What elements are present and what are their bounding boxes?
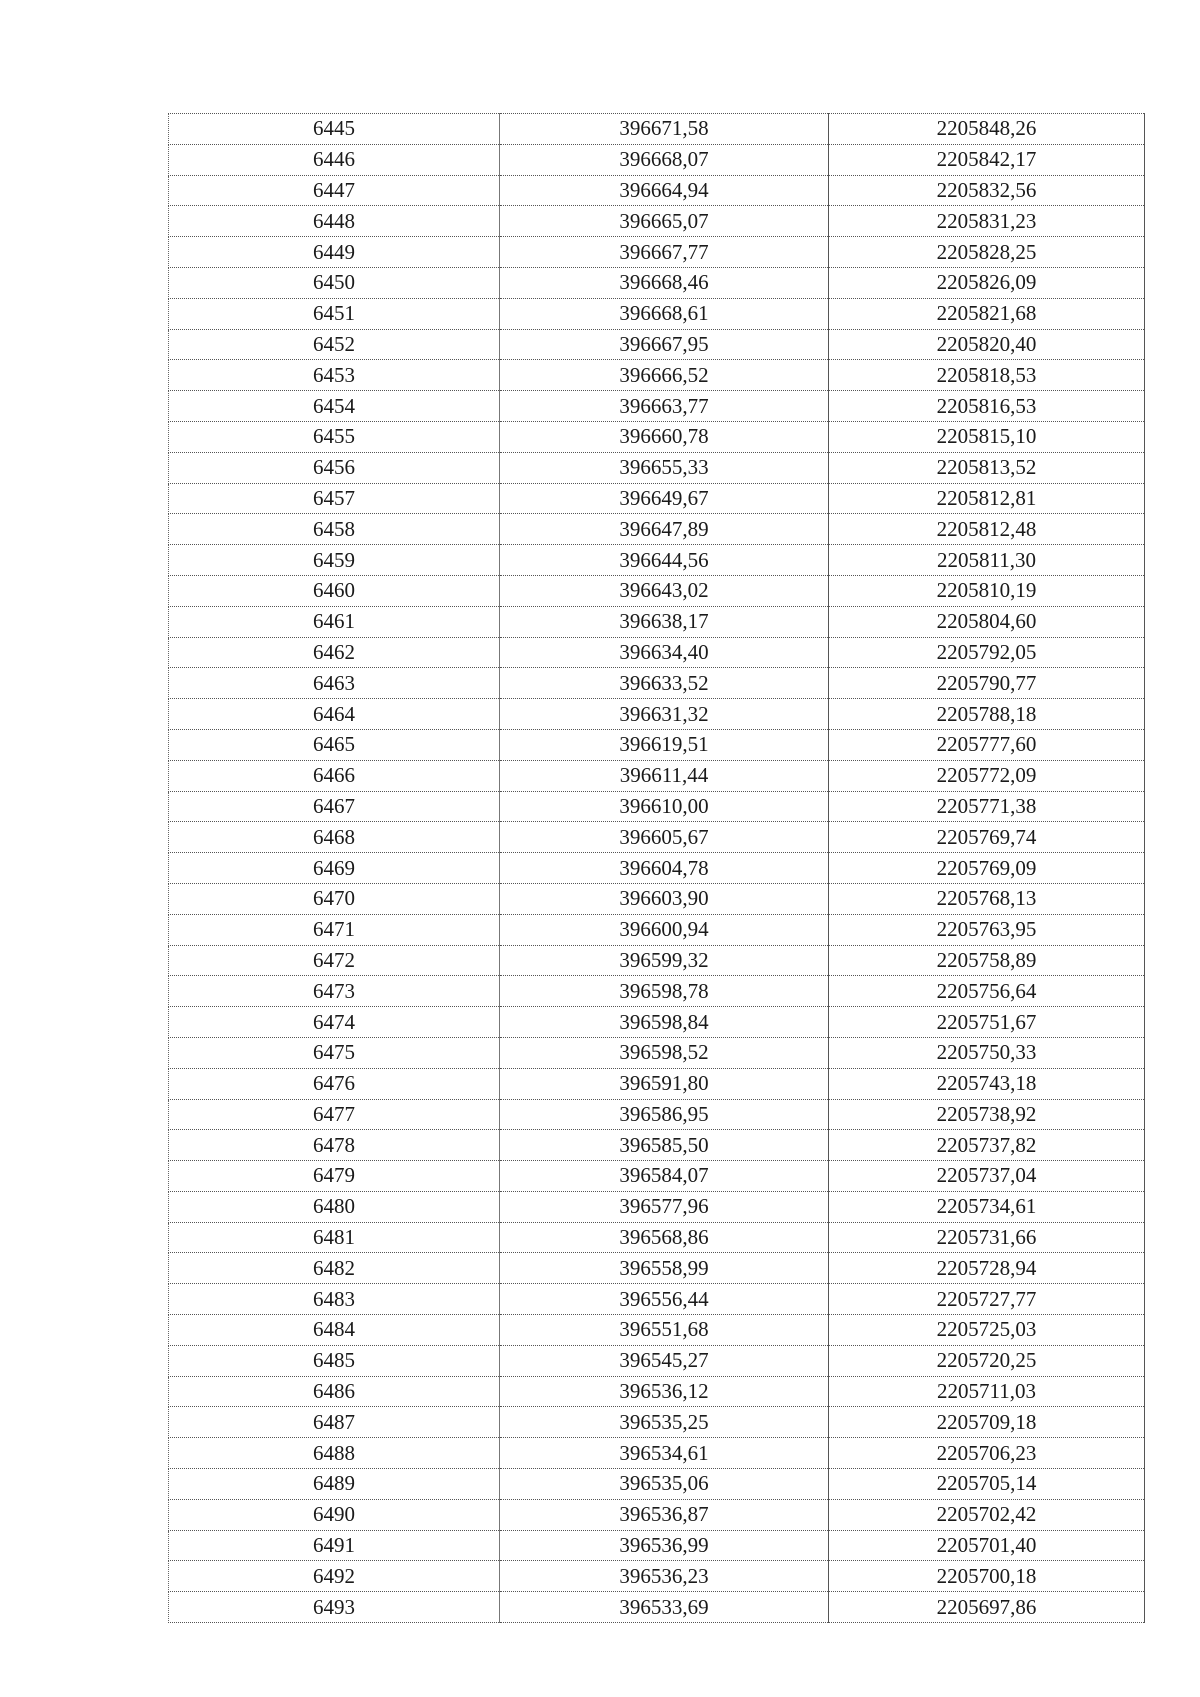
- x-coordinate-cell: 396551,68: [500, 1315, 829, 1346]
- table-row: [169, 298, 1145, 329]
- table-row: [169, 1037, 1145, 1068]
- point-number-cell: 6457: [169, 483, 500, 514]
- point-number-cell: 6469: [169, 853, 500, 884]
- y-coordinate-cell: 2205750,33: [829, 1037, 1145, 1068]
- x-coordinate-cell: 396598,84: [500, 1007, 829, 1038]
- table-row: [169, 914, 1145, 945]
- y-coordinate-cell: 2205743,18: [829, 1068, 1145, 1099]
- y-coordinate-cell: 2205702,42: [829, 1499, 1145, 1530]
- point-number-cell: 6456: [169, 452, 500, 483]
- x-coordinate-cell: 396634,40: [500, 637, 829, 668]
- point-number-cell: 6483: [169, 1284, 500, 1315]
- point-number-cell: 6471: [169, 914, 500, 945]
- point-number-cell: 6485: [169, 1345, 500, 1376]
- x-coordinate-cell: 396598,78: [500, 976, 829, 1007]
- y-coordinate-cell: 2205812,81: [829, 483, 1145, 514]
- y-coordinate-cell: 2205848,26: [829, 114, 1145, 145]
- y-coordinate-cell: 2205700,18: [829, 1561, 1145, 1592]
- x-coordinate-cell: 396568,86: [500, 1222, 829, 1253]
- point-number-cell: 6486: [169, 1376, 500, 1407]
- point-number-cell: 6493: [169, 1592, 500, 1623]
- point-number-cell: 6459: [169, 545, 500, 576]
- table-row: [169, 391, 1145, 422]
- y-coordinate-cell: 2205711,03: [829, 1376, 1145, 1407]
- point-number-cell: 6464: [169, 699, 500, 730]
- table-row: [169, 421, 1145, 452]
- y-coordinate-cell: 2205737,82: [829, 1130, 1145, 1161]
- y-coordinate-cell: 2205734,61: [829, 1191, 1145, 1222]
- table-row: [169, 1407, 1145, 1438]
- point-number-cell: 6468: [169, 822, 500, 853]
- table-row: [169, 483, 1145, 514]
- point-number-cell: 6481: [169, 1222, 500, 1253]
- point-number-cell: 6476: [169, 1068, 500, 1099]
- y-coordinate-cell: 2205720,25: [829, 1345, 1145, 1376]
- table-row: [169, 1530, 1145, 1561]
- table-row: [169, 114, 1145, 145]
- x-coordinate-cell: 396604,78: [500, 853, 829, 884]
- x-coordinate-cell: 396668,61: [500, 298, 829, 329]
- y-coordinate-cell: 2205756,64: [829, 976, 1145, 1007]
- y-coordinate-cell: 2205701,40: [829, 1530, 1145, 1561]
- table-row: [169, 452, 1145, 483]
- table-row: [169, 668, 1145, 699]
- x-coordinate-cell: 396556,44: [500, 1284, 829, 1315]
- y-coordinate-cell: 2205772,09: [829, 760, 1145, 791]
- x-coordinate-cell: 396536,23: [500, 1561, 829, 1592]
- point-number-cell: 6487: [169, 1407, 500, 1438]
- x-coordinate-cell: 396598,52: [500, 1037, 829, 1068]
- y-coordinate-cell: 2205813,52: [829, 452, 1145, 483]
- y-coordinate-cell: 2205777,60: [829, 729, 1145, 760]
- x-coordinate-cell: 396591,80: [500, 1068, 829, 1099]
- table-row: [169, 267, 1145, 298]
- x-coordinate-cell: 396644,56: [500, 545, 829, 576]
- point-number-cell: 6450: [169, 267, 500, 298]
- point-number-cell: 6445: [169, 114, 500, 145]
- table-row: [169, 1161, 1145, 1192]
- y-coordinate-cell: 2205828,25: [829, 237, 1145, 268]
- table-row: [169, 1130, 1145, 1161]
- table-row: [169, 760, 1145, 791]
- x-coordinate-cell: 396666,52: [500, 360, 829, 391]
- x-coordinate-cell: 396611,44: [500, 760, 829, 791]
- y-coordinate-cell: 2205705,14: [829, 1469, 1145, 1500]
- y-coordinate-cell: 2205842,17: [829, 144, 1145, 175]
- point-number-cell: 6474: [169, 1007, 500, 1038]
- y-coordinate-cell: 2205709,18: [829, 1407, 1145, 1438]
- table-row: [169, 237, 1145, 268]
- x-coordinate-cell: 396534,61: [500, 1438, 829, 1469]
- y-coordinate-cell: 2205792,05: [829, 637, 1145, 668]
- table-row: [169, 1469, 1145, 1500]
- y-coordinate-cell: 2205832,56: [829, 175, 1145, 206]
- x-coordinate-cell: 396667,77: [500, 237, 829, 268]
- point-number-cell: 6478: [169, 1130, 500, 1161]
- x-coordinate-cell: 396536,87: [500, 1499, 829, 1530]
- coordinates-table: [168, 113, 1145, 1623]
- point-number-cell: 6451: [169, 298, 500, 329]
- table-row: [169, 1376, 1145, 1407]
- x-coordinate-cell: 396668,07: [500, 144, 829, 175]
- table-row: [169, 883, 1145, 914]
- point-number-cell: 6480: [169, 1191, 500, 1222]
- x-coordinate-cell: 396663,77: [500, 391, 829, 422]
- y-coordinate-cell: 2205821,68: [829, 298, 1145, 329]
- y-coordinate-cell: 2205815,10: [829, 421, 1145, 452]
- y-coordinate-cell: 2205728,94: [829, 1253, 1145, 1284]
- table-row: [169, 1345, 1145, 1376]
- table-row: [169, 1592, 1145, 1623]
- table-row: [169, 144, 1145, 175]
- point-number-cell: 6458: [169, 514, 500, 545]
- y-coordinate-cell: 2205826,09: [829, 267, 1145, 298]
- point-number-cell: 6475: [169, 1037, 500, 1068]
- point-number-cell: 6446: [169, 144, 500, 175]
- x-coordinate-cell: 396631,32: [500, 699, 829, 730]
- x-coordinate-cell: 396584,07: [500, 1161, 829, 1192]
- table-row: [169, 822, 1145, 853]
- y-coordinate-cell: 2205820,40: [829, 329, 1145, 360]
- table-row: [169, 1068, 1145, 1099]
- y-coordinate-cell: 2205811,30: [829, 545, 1145, 576]
- point-number-cell: 6489: [169, 1469, 500, 1500]
- y-coordinate-cell: 2205737,04: [829, 1161, 1145, 1192]
- x-coordinate-cell: 396671,58: [500, 114, 829, 145]
- x-coordinate-cell: 396603,90: [500, 883, 829, 914]
- x-coordinate-cell: 396664,94: [500, 175, 829, 206]
- table-row: [169, 360, 1145, 391]
- x-coordinate-cell: 396610,00: [500, 791, 829, 822]
- x-coordinate-cell: 396649,67: [500, 483, 829, 514]
- x-coordinate-cell: 396535,25: [500, 1407, 829, 1438]
- table-row: [169, 976, 1145, 1007]
- x-coordinate-cell: 396655,33: [500, 452, 829, 483]
- table-row: [169, 1284, 1145, 1315]
- x-coordinate-cell: 396558,99: [500, 1253, 829, 1284]
- y-coordinate-cell: 2205727,77: [829, 1284, 1145, 1315]
- x-coordinate-cell: 396660,78: [500, 421, 829, 452]
- x-coordinate-cell: 396545,27: [500, 1345, 829, 1376]
- y-coordinate-cell: 2205769,74: [829, 822, 1145, 853]
- point-number-cell: 6470: [169, 883, 500, 914]
- x-coordinate-cell: 396533,69: [500, 1592, 829, 1623]
- x-coordinate-cell: 396599,32: [500, 945, 829, 976]
- y-coordinate-cell: 2205812,48: [829, 514, 1145, 545]
- point-number-cell: 6455: [169, 421, 500, 452]
- y-coordinate-cell: 2205758,89: [829, 945, 1145, 976]
- table-row: [169, 329, 1145, 360]
- point-number-cell: 6482: [169, 1253, 500, 1284]
- y-coordinate-cell: 2205768,13: [829, 883, 1145, 914]
- y-coordinate-cell: 2205788,18: [829, 699, 1145, 730]
- x-coordinate-cell: 396633,52: [500, 668, 829, 699]
- point-number-cell: 6462: [169, 637, 500, 668]
- point-number-cell: 6472: [169, 945, 500, 976]
- y-coordinate-cell: 2205790,77: [829, 668, 1145, 699]
- point-number-cell: 6448: [169, 206, 500, 237]
- y-coordinate-cell: 2205731,66: [829, 1222, 1145, 1253]
- point-number-cell: 6465: [169, 729, 500, 760]
- table-row: [169, 514, 1145, 545]
- point-number-cell: 6461: [169, 606, 500, 637]
- table-row: [169, 699, 1145, 730]
- x-coordinate-cell: 396585,50: [500, 1130, 829, 1161]
- y-coordinate-cell: 2205771,38: [829, 791, 1145, 822]
- point-number-cell: 6473: [169, 976, 500, 1007]
- x-coordinate-cell: 396577,96: [500, 1191, 829, 1222]
- table-body: [169, 114, 1145, 1623]
- x-coordinate-cell: 396619,51: [500, 729, 829, 760]
- x-coordinate-cell: 396600,94: [500, 914, 829, 945]
- table-row: [169, 545, 1145, 576]
- table-row: [169, 1253, 1145, 1284]
- y-coordinate-cell: 2205738,92: [829, 1099, 1145, 1130]
- table-row: [169, 175, 1145, 206]
- point-number-cell: 6460: [169, 575, 500, 606]
- x-coordinate-cell: 396643,02: [500, 575, 829, 606]
- point-number-cell: 6477: [169, 1099, 500, 1130]
- point-number-cell: 6449: [169, 237, 500, 268]
- x-coordinate-cell: 396665,07: [500, 206, 829, 237]
- point-number-cell: 6454: [169, 391, 500, 422]
- x-coordinate-cell: 396668,46: [500, 267, 829, 298]
- point-number-cell: 6467: [169, 791, 500, 822]
- table-row: [169, 1007, 1145, 1038]
- table-row: [169, 791, 1145, 822]
- point-number-cell: 6452: [169, 329, 500, 360]
- y-coordinate-cell: 2205804,60: [829, 606, 1145, 637]
- y-coordinate-cell: 2205769,09: [829, 853, 1145, 884]
- y-coordinate-cell: 2205706,23: [829, 1438, 1145, 1469]
- point-number-cell: 6453: [169, 360, 500, 391]
- y-coordinate-cell: 2205810,19: [829, 575, 1145, 606]
- point-number-cell: 6492: [169, 1561, 500, 1592]
- x-coordinate-cell: 396536,99: [500, 1530, 829, 1561]
- x-coordinate-cell: 396535,06: [500, 1469, 829, 1500]
- point-number-cell: 6466: [169, 760, 500, 791]
- table-row: [169, 729, 1145, 760]
- point-number-cell: 6488: [169, 1438, 500, 1469]
- point-number-cell: 6484: [169, 1315, 500, 1346]
- table-row: [169, 1438, 1145, 1469]
- table-row: [169, 606, 1145, 637]
- y-coordinate-cell: 2205816,53: [829, 391, 1145, 422]
- y-coordinate-cell: 2205751,67: [829, 1007, 1145, 1038]
- table-row: [169, 637, 1145, 668]
- x-coordinate-cell: 396536,12: [500, 1376, 829, 1407]
- table-row: [169, 1222, 1145, 1253]
- y-coordinate-cell: 2205818,53: [829, 360, 1145, 391]
- table-row: [169, 1561, 1145, 1592]
- y-coordinate-cell: 2205697,86: [829, 1592, 1145, 1623]
- table-row: [169, 1191, 1145, 1222]
- y-coordinate-cell: 2205725,03: [829, 1315, 1145, 1346]
- point-number-cell: 6463: [169, 668, 500, 699]
- table-row: [169, 1099, 1145, 1130]
- table-row: [169, 1499, 1145, 1530]
- point-number-cell: 6447: [169, 175, 500, 206]
- x-coordinate-cell: 396586,95: [500, 1099, 829, 1130]
- table-row: [169, 853, 1145, 884]
- x-coordinate-cell: 396605,67: [500, 822, 829, 853]
- y-coordinate-cell: 2205831,23: [829, 206, 1145, 237]
- point-number-cell: 6491: [169, 1530, 500, 1561]
- point-number-cell: 6490: [169, 1499, 500, 1530]
- table-row: [169, 575, 1145, 606]
- x-coordinate-cell: 396638,17: [500, 606, 829, 637]
- x-coordinate-cell: 396647,89: [500, 514, 829, 545]
- table-row: [169, 206, 1145, 237]
- table-row: [169, 945, 1145, 976]
- y-coordinate-cell: 2205763,95: [829, 914, 1145, 945]
- point-number-cell: 6479: [169, 1161, 500, 1192]
- x-coordinate-cell: 396667,95: [500, 329, 829, 360]
- table-row: [169, 1315, 1145, 1346]
